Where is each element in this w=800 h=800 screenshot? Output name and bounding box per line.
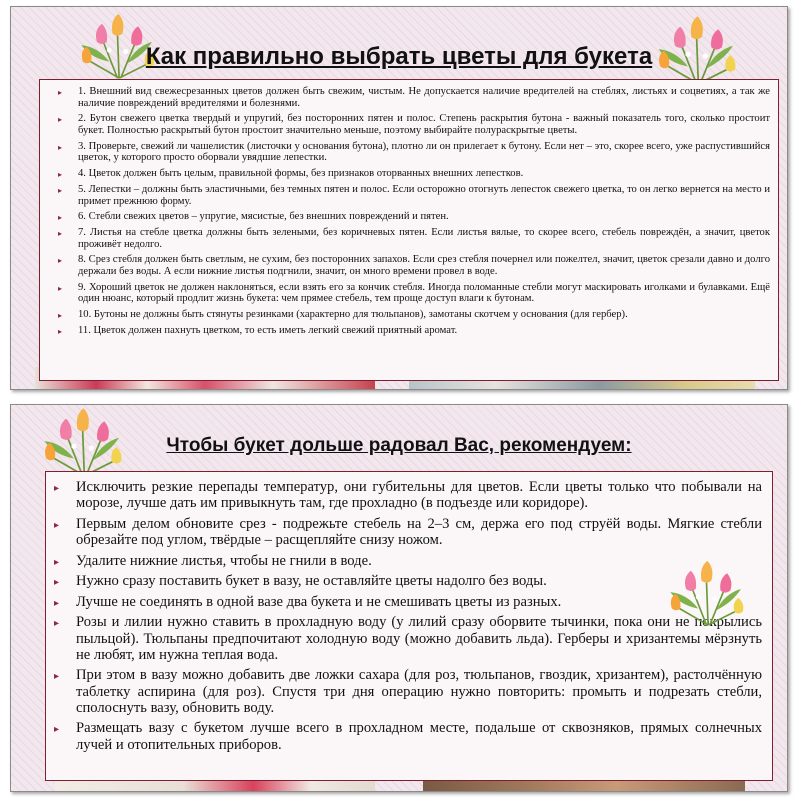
- list-item: ▸ Лучше не соединять в одной вазе два букета и не смешивать цветы из разных.: [76, 594, 762, 610]
- list-item: ▸ 2. Бутон свежего цветка твердый и упругий, без посторонних пятен и полос. Степень раскрытия бутона - важный показатель того, сколько простоит букет. Полностью раскрытый бутон простоит значительно меньше, поэтому выбирайте полураскрытые цветы.: [58, 113, 770, 136]
- slide1-title: Как правильно выбрать цветы для букета: [145, 43, 653, 70]
- bullet-icon: ▸: [54, 519, 60, 531]
- bullet-icon: ▸: [58, 256, 63, 266]
- list-item: ▸ Розы и лилии нужно ставить в прохладную воду (у лилий сразу оборвите тычинки, пока они не покрылись пыльцой). Тюльпаны предпочитают холодную воду (можно добавить льда). Герберы и хризантемы мёрзнуть не любят, им нужна теплая вода.: [54, 614, 762, 663]
- list-item: ▸ Удалите нижние листья, чтобы не гнили в воде.: [76, 553, 762, 569]
- bullet-icon: ▸: [58, 142, 63, 152]
- bullet-icon: ▸: [58, 311, 63, 321]
- slide-flower-selection: [10, 6, 788, 390]
- bullet-icon: ▸: [58, 88, 63, 97]
- list-item: ▸ 10. Бутоны не должны быть стянуты резинками (характерно для тюльпанов), замотаны скотчем у основания (для гербер).: [58, 309, 628, 321]
- list-item: ▸ Размещать вазу с букетом лучше всего в прохладном месте, подальше от сквозняков, прямых солнечных лучей и отопительных приборов.: [54, 720, 762, 753]
- list-item: ▸ 3. Проверьте, свежий ли чашелистик (листочки у основания бутона), плотно ли он прилегает к бутону. Если нет – это, скорее всего, уже распустившийся цветок, у которого просто оборвали увядшие лепестки.: [58, 140, 770, 164]
- list-item: ▸ 9. Хороший цветок не должен наклоняться, если взять его за кончик стебля. Иногда поломанные стебли могут маскировать иголками и булавками. Ещё один нюанс, который продлит жизнь букета: чем прямее стебель, тем проще доступ влаги к бутонам.: [58, 281, 770, 305]
- list-item: ▸ 4. Цветок должен быть целым, правильной формы, без признаков оторванных внешних лепестков.: [58, 168, 524, 180]
- list-item: ▸ 8. Срез стебля должен быть светлым, не сухим, без посторонних запахов. Если срез стебля почернел или пожелтел, значит, цветок срезали давно и долго держали без воды. А если нижние листья подгнили, значит, он много времени провел в воде.: [58, 254, 770, 278]
- tips-list-panel: [45, 471, 773, 781]
- list-item: ▸ Нужно сразу поставить букет в вазу, не оставляйте цветы надолго без воды.: [76, 573, 762, 589]
- tulip-bouquet-decoration: [656, 556, 752, 630]
- list-item: ▸ 7. Листья на стебле цветка должны быть зелеными, без коричневых пятен. Если листья вялые, то скорее всего, стебель повреждён, а значит, цветок проживёт недолго.: [58, 227, 770, 250]
- bullet-icon: ▸: [54, 724, 60, 736]
- slide-care-tips: [10, 404, 788, 792]
- slide2-title: Чтобы букет дольше радовал Вас, рекомендуем:: [166, 435, 632, 456]
- tips-list-panel: [39, 79, 779, 381]
- bullet-icon: ▸: [54, 556, 60, 568]
- bullet-icon: ▸: [58, 326, 63, 336]
- list-item: ▸ 1. Внешний вид свежесрезанных цветов должен быть свежим, чистым. Не допускается наличие вредителей на стеблях, листьях и соцветиях, а так же наличие повреждений вредителями и болезнями.: [58, 86, 770, 109]
- selection-tips-list: [40, 80, 778, 337]
- bullet-icon: ▸: [58, 229, 63, 239]
- list-item: ▸ При этом в вазу можно добавить две ложки сахара (для роз, тюльпанов, гвоздик, хризантем), растолчённую таблетку аспирина (для роз). Спустя три дня операцию нужно повторить: промыть и подрезать стебли, сполоснуть вазу, обновить воду.: [54, 667, 762, 716]
- bullet-icon: ▸: [58, 283, 63, 293]
- bullet-icon: ▸: [58, 115, 63, 125]
- list-item: ▸ Исключить резкие перепады температур, они губительны для цветов. Если цветы только что побывали на морозе, лучше дать им привыкнуть там, где прохладно (в подъезде или коридоре).: [54, 479, 762, 512]
- list-item: ▸ 6. Стебли свежих цветов – упругие, мясистые, без внешних повреждений и пятен.: [58, 211, 449, 223]
- bullet-icon: ▸: [58, 185, 63, 195]
- bullet-icon: ▸: [54, 597, 60, 609]
- bullet-icon: ▸: [54, 671, 60, 683]
- bullet-icon: ▸: [58, 213, 63, 223]
- bullet-icon: ▸: [54, 483, 60, 494]
- list-item: ▸ 5. Лепестки – должны быть эластичными, без темных пятен и полос. Если осторожно отогнуть лепесток свежего цветка, то он легко вернется на место и примет прежнюю форму.: [58, 183, 770, 207]
- bullet-icon: ▸: [54, 618, 60, 630]
- list-item: ▸ Первым делом обновите срез - подрежьте стебель на 2–3 см, держа его под струёй воды. Мягкие стебли обрезайте под углом, твёрдые – расщепляйте снизу ножом.: [54, 515, 762, 548]
- list-item: ▸ 11. Цветок должен пахнуть цветком, то есть иметь легкий свежий приятный аромат.: [58, 324, 458, 336]
- bullet-icon: ▸: [58, 170, 63, 180]
- bullet-icon: ▸: [54, 577, 60, 589]
